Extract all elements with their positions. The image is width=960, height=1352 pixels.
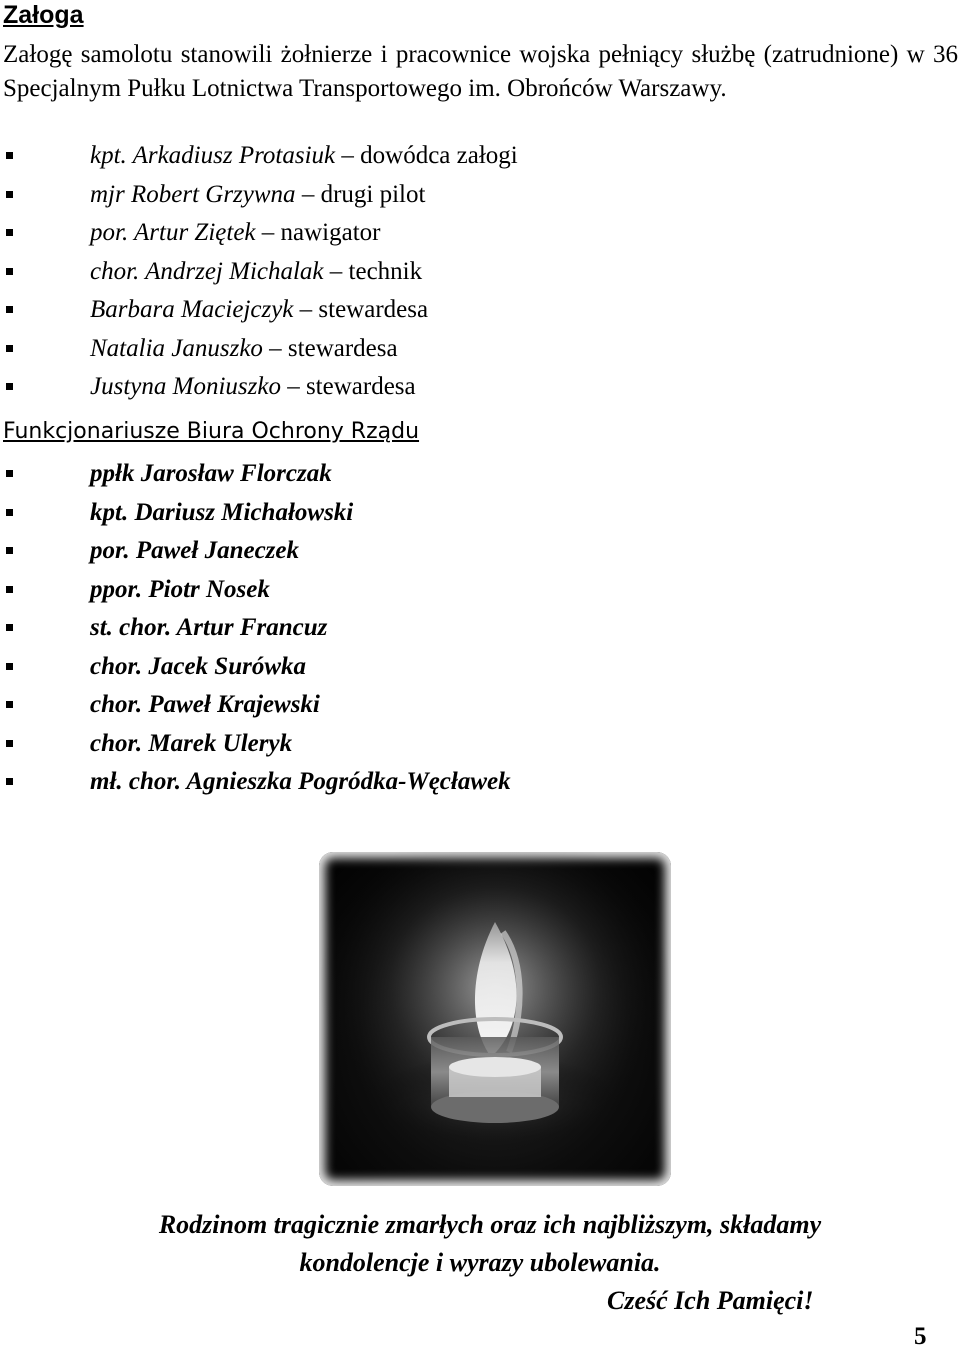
bor-name: st. chor. Artur Francuz (90, 614, 328, 641)
bullet-icon (6, 383, 13, 390)
bullet-icon (6, 586, 13, 593)
crew-role: – stewardesa (262, 334, 398, 362)
bullet-icon (6, 229, 13, 236)
candle-icon (319, 852, 671, 1186)
bor-name: chor. Paweł Krajewski (90, 691, 320, 718)
bullet-icon (6, 191, 13, 198)
bor-name: mł. chor. Agnieszka Pogródka-Węcławek (90, 768, 511, 795)
bullet-icon (6, 152, 13, 159)
crew-name: mjr Robert Grzywna (90, 180, 296, 208)
crew-role: – nawigator (255, 219, 381, 246)
crew-name: Natalia Januszko (90, 334, 263, 362)
crew-name: Justyna Moniuszko (90, 373, 281, 400)
bor-name: ppłk Jarosław Florczak (90, 460, 332, 487)
bullet-icon (6, 701, 13, 708)
bullet-icon (6, 778, 13, 785)
bor-name: ppor. Piotr Nosek (90, 575, 270, 603)
memory-tribute: Cześć Ich Pamięci! (607, 1286, 814, 1315)
bor-name: kpt. Dariusz Michałowski (90, 498, 354, 526)
bullet-icon (6, 268, 13, 275)
crew-role: – drugi pilot (295, 180, 426, 208)
bor-name: chor. Marek Uleryk (90, 729, 293, 757)
bor-heading: Funkcjonariusze Biura Ochrony Rządu (3, 419, 420, 444)
crew-role: – stewardesa (280, 373, 416, 400)
bullet-icon (6, 306, 13, 313)
crew-heading: Załoga (3, 1, 84, 29)
crew-role: – stewardesa (293, 296, 429, 323)
bullet-icon (6, 509, 13, 516)
bullet-icon (6, 663, 13, 670)
crew-role: – dowódca załogi (335, 142, 518, 169)
bullet-icon (6, 345, 13, 352)
crew-name: Barbara Maciejczyk (90, 296, 294, 323)
crew-name: por. Artur Ziętek (90, 219, 256, 246)
condolence-line-1: Rodzinom tragicznie zmarłych oraz ich najbliższym, składamy (158, 1210, 822, 1239)
crew-role: – technik (323, 257, 423, 285)
page-number: 5 (914, 1323, 927, 1350)
crew-name: chor. Andrzej Michalak (90, 257, 324, 285)
bor-name: por. Paweł Janeczek (90, 537, 300, 564)
condolence-line-2: kondolencje i wyrazy ubolewania. (299, 1248, 661, 1277)
intro-paragraph: Załogę samolotu stanowili żołnierze i pracownice wojska pełniący służbę (zatrudnione) w 36 Specjalnym Pułku Lotnictwa Transportowego im. Obrońców Warszawy. (3, 41, 958, 102)
bullet-icon (6, 740, 13, 747)
candle-photo (319, 852, 671, 1186)
bullet-icon (6, 547, 13, 554)
bor-name: chor. Jacek Surówka (90, 652, 307, 680)
bullet-icon (6, 470, 13, 477)
bullet-icon (6, 624, 13, 631)
crew-name: kpt. Arkadiusz Protasiuk (90, 142, 336, 169)
